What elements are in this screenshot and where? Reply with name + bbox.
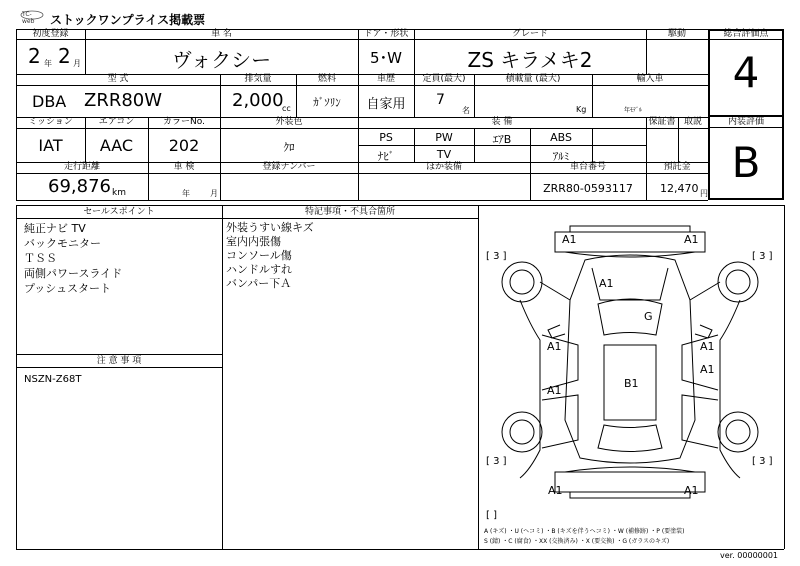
overall-score-label: 総合評価点 <box>723 29 769 39</box>
door-label: ドア・形状 <box>363 29 409 39</box>
exterior-color: ｸﾛ <box>283 141 295 154</box>
color-no-label: カラーNo. <box>163 117 205 127</box>
mark-right-rear-door: A1 <box>700 363 715 376</box>
inspection-year-unit: 年 <box>182 189 190 198</box>
bracket-bottom-left: [ 3 ] <box>486 456 507 467</box>
capacity-unit: 名 <box>462 106 470 115</box>
list-item: 室内内張傷 <box>226 235 281 248</box>
aircon-label: エアコン <box>98 117 135 127</box>
capacity: 7 <box>436 92 445 108</box>
displacement-label: 排気量 <box>244 74 272 84</box>
list-item: プッシュスタート <box>24 282 112 295</box>
drive-label: 駆動 <box>667 29 686 39</box>
history-label: 車歴 <box>376 74 395 84</box>
inspection-label: 車 検 <box>173 162 195 172</box>
bracket-top-right: [ 3 ] <box>752 251 773 262</box>
mark-roof: B1 <box>624 377 639 390</box>
inspection-month-unit: 月 <box>210 189 218 198</box>
door-type: 5･W <box>370 49 402 67</box>
equip-abs: ABS <box>550 131 572 144</box>
mark-windshield: G <box>644 310 653 323</box>
model-code: ZRR80W <box>84 90 163 111</box>
mileage-label: 走行距離 <box>63 162 100 172</box>
list-item: バックモニター <box>24 237 101 250</box>
load-unit: Kg <box>576 105 587 114</box>
sales-points-label: セールスポイント <box>83 207 155 217</box>
first-reg-month-unit: 月 <box>73 59 81 68</box>
other-equip-label: ほか装備 <box>425 162 462 172</box>
first-reg-year-unit: 年 <box>44 59 52 68</box>
chassis-number: ZRR80-0593117 <box>543 182 633 195</box>
legend-line: S (錆) ・C (腐食) ・XX (交換済み) ・X (要交換) ・G (ガラスのキズ) <box>484 538 670 545</box>
list-item: ハンドルすれ <box>226 263 292 276</box>
exterior-color-label: 外装色 <box>275 117 303 127</box>
equip-alloy: ｱﾙﾐ <box>552 150 570 163</box>
logo <box>20 10 44 25</box>
list-item: バンパー下Ａ <box>226 277 292 290</box>
notes-list <box>226 221 314 291</box>
mark-rear-right: A1 <box>684 484 699 497</box>
equip-navi: ﾅﾋﾞ <box>377 150 395 163</box>
equip-tv: TV <box>436 148 452 161</box>
mark-rear-left: A1 <box>548 484 563 497</box>
mark-front-right: A1 <box>684 233 699 246</box>
legend-line: A (キズ) ・U (ヘコミ) ・B (キズを伴うヘコミ) ・W (補修跡) ・P (要塗装) <box>484 528 685 535</box>
car-name: ヴォクシー <box>171 48 272 72</box>
mission: IAT <box>38 136 63 155</box>
notes-label: 特記事項・不具合箇所 <box>304 207 395 217</box>
grade: ZS キラメキ2 <box>467 48 593 72</box>
interior-score-label: 内装評価 <box>727 117 764 127</box>
first-reg-label: 初度登録 <box>32 29 69 39</box>
deposit-unit: 円 <box>700 189 708 198</box>
caution-label: 注 意 事 項 <box>96 356 142 366</box>
bracket-top-left: [ 3 ] <box>486 251 507 262</box>
caution-list <box>24 374 81 385</box>
deposit-label: 預託金 <box>663 162 691 172</box>
list-item: NSZN-Z68T <box>24 374 82 385</box>
car-name-label: 車 名 <box>211 29 232 39</box>
capacity-label: 定員(最大) <box>422 74 466 84</box>
first-reg-year: 2 <box>28 44 41 68</box>
list-item: 純正ナビ TV <box>24 222 86 235</box>
bracket-bottom-right: [ 3 ] <box>752 456 773 467</box>
mission-label: ミッション <box>28 117 73 127</box>
logo-text: TC-web <box>22 11 35 25</box>
sheet-title: ストックワンプライス掲載票 <box>50 13 206 27</box>
version-text: ver. 00000001 <box>720 551 779 560</box>
list-item: 両側パワースライド <box>24 267 123 280</box>
list-item: 外装うすい線キズ <box>226 221 314 234</box>
bracket-bottom: [ ] <box>486 510 497 521</box>
mark-hood: A1 <box>599 277 614 290</box>
import-label: 輸入車 <box>636 74 664 84</box>
mark-right-front-door: A1 <box>700 340 715 353</box>
displacement: 2,000 <box>232 90 284 111</box>
color-no: 202 <box>168 136 200 155</box>
list-item: コンソール傷 <box>226 249 292 262</box>
mileage: 69,876 <box>48 176 111 197</box>
mark-left-front-door: A1 <box>547 340 562 353</box>
mark-left-rear-door: A1 <box>547 384 562 397</box>
first-reg-month: 2 <box>58 44 71 68</box>
displacement-unit: cc <box>282 104 291 113</box>
fuel-label: 燃料 <box>317 74 336 84</box>
interior-score: B <box>731 138 761 187</box>
deposit: 12,470 <box>660 182 699 195</box>
list-item: ＴＳＳ <box>24 252 57 265</box>
equip-airbag: ｴｱB <box>492 133 512 146</box>
equipment-label: 装 備 <box>491 117 513 127</box>
aircon: AAC <box>99 136 134 155</box>
damage-legend <box>484 527 685 547</box>
load-label: 積載量 (最大) <box>505 74 561 84</box>
type-prefix: DBA <box>32 92 67 111</box>
grade-label: グレード <box>511 29 548 39</box>
manual-label: 取説 <box>683 117 702 127</box>
history: 自家用 <box>366 97 406 112</box>
mark-front-left: A1 <box>562 233 577 246</box>
import-year-label: 年ﾓﾃﾞﾙ <box>624 107 643 114</box>
equip-pw: PW <box>435 131 453 144</box>
type-label: 型 式 <box>107 74 129 84</box>
sales-points-list <box>24 221 122 296</box>
plate-label: 登録ナンバー <box>262 162 316 172</box>
warranty-label: 保証書 <box>648 117 676 127</box>
chassis-label: 車台番号 <box>569 162 606 172</box>
fuel: ｶﾞｿﾘﾝ <box>313 96 341 109</box>
equip-ps: PS <box>379 131 393 144</box>
mileage-unit: km <box>112 188 126 198</box>
overall-score: 4 <box>732 48 760 97</box>
